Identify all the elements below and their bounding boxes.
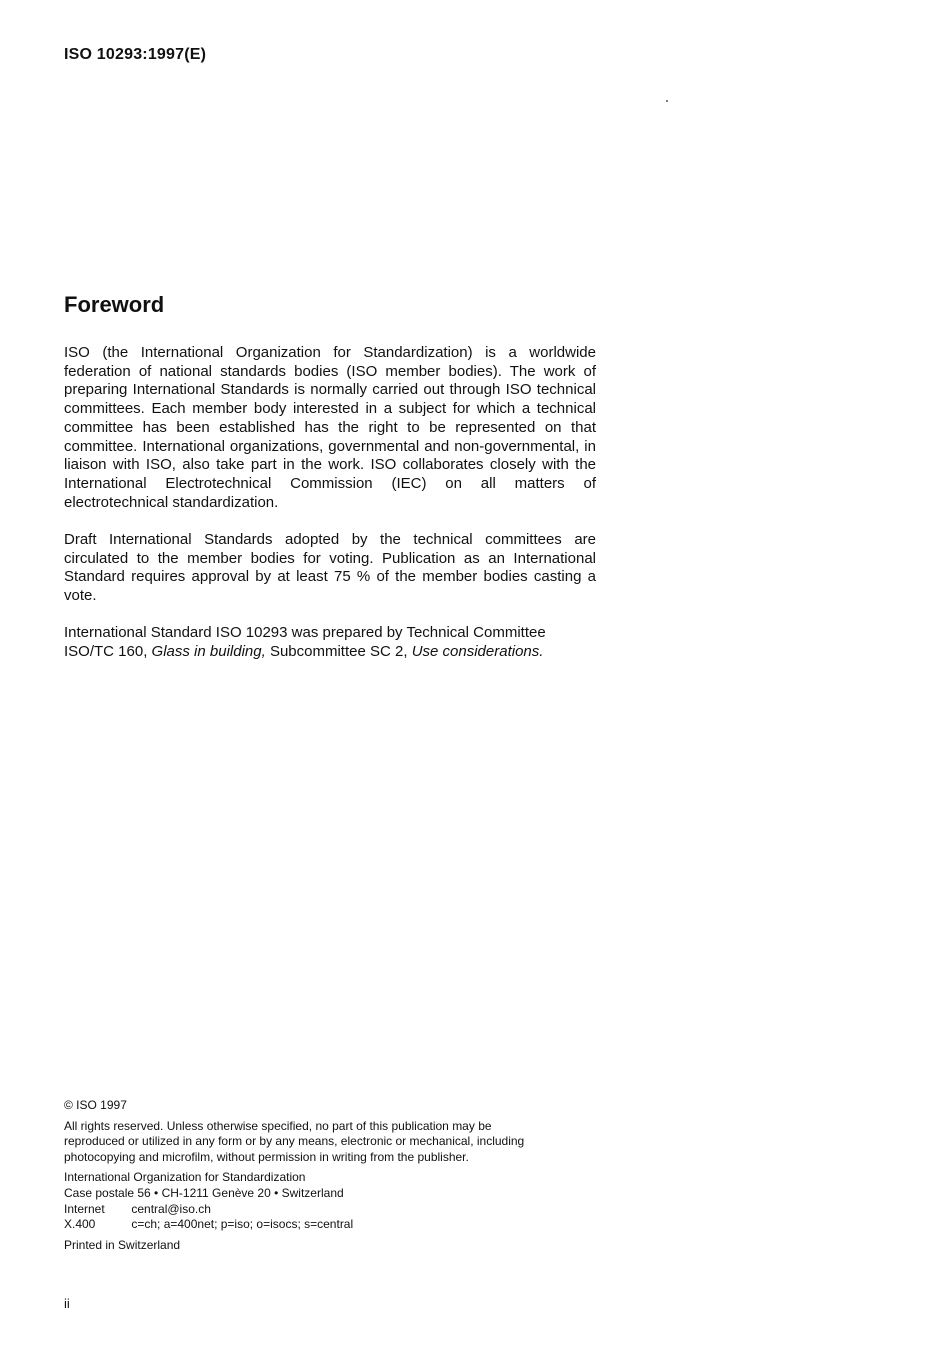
rights-line-3: photocopying and microfilm, without permission in writing from the publisher.: [64, 1149, 469, 1164]
page-number: ii: [64, 1296, 70, 1311]
rights-line-2: reproduced or utilized in any form or by any means, electronic or mechanical, including: [64, 1134, 525, 1149]
foreword-body: [64, 344, 596, 680]
subcommittee-title: Use considerations.: [411, 642, 544, 660]
section-title: Foreword: [64, 292, 165, 317]
x400-value: c=ch; a=400net; p=iso; o=isocs; s=central: [131, 1217, 354, 1232]
postal-address: Case postale 56 • CH-1211 Genève 20 • Switzerland: [64, 1185, 344, 1200]
scan-speck: [666, 100, 668, 102]
printed-in: Printed in Switzerland: [64, 1237, 181, 1252]
x400-label: X.400: [64, 1217, 96, 1232]
x400-row: [64, 1217, 584, 1233]
foreword-paragraph-3: [64, 624, 596, 661]
internet-label: Internet: [64, 1201, 105, 1216]
foreword-paragraph-1: ISO (the International Organization for Standardization) is a worldwide federation of national standards bodies (ISO member bodies). The work of preparing International Standards is normally carried out through ISO technical committees. Each member body interested in a subject for which a technical committee has been established has the right to be represented on that committee. International organizations, governmental and non-governmental, in liaison with ISO, also take part in the work. ISO collaborates closely with the International Electrotechnical Commission (IEC) on all matters of electrotechnical standardization.: [64, 344, 596, 511]
paragraph-3-text-b: Subcommittee SC 2,: [265, 642, 412, 660]
committee-title: Glass in building,: [151, 642, 266, 660]
document-id: ISO 10293:1997(E): [64, 46, 207, 63]
internet-value: central@iso.ch: [131, 1201, 211, 1216]
copyright-block: [64, 1098, 584, 1253]
foreword-paragraph-2: Draft International Standards adopted by the technical committees are circulated to the member bodies for voting. Publication as an International Standard requires approval by at least 75 % of the member bodies casting a vote.: [64, 530, 596, 604]
rights-line-1: All rights reserved. Unless otherwise specified, no part of this publication may be: [64, 1118, 492, 1133]
organization-name: International Organization for Standardization: [64, 1170, 306, 1185]
copyright-notice: © ISO 1997: [64, 1098, 127, 1112]
internet-row: [64, 1202, 584, 1218]
paragraph-3-text-a: International Standard ISO 10293 was prepared by Technical Committee ISO/TC 160,: [64, 624, 546, 660]
